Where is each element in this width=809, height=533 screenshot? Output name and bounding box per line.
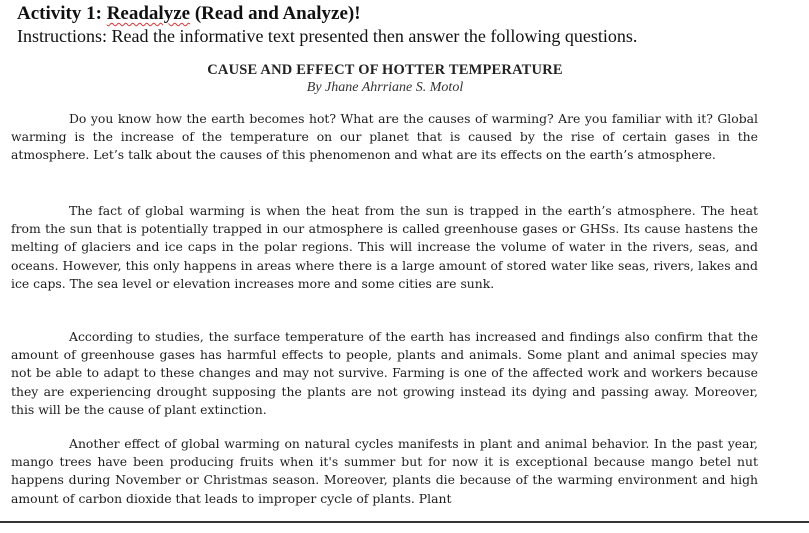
page-bottom-rule: [0, 521, 809, 523]
article-paragraph-4: Another effect of global warming on natural cycles manifests in plant and animal behavior. In the past year, mango trees have been producing fruits when it's summer but for now it is exceptional because mango betel nut happens during November or Christmas season. Moreover, plants die because of the warming environment and high amount of carbon dioxide that leads to improper cycle of plants. Plant: [11, 436, 758, 506]
article-paragraph-3: According to studies, the surface temperature of the earth has increased and findings also confirm that the amount of greenhouse gases has harmful effects to people, plants and animals. Some plant and animal species may not be able to adapt to these changes and may not survive. Farming is one of the affected work and workers because they are experiencing drought supposing the plants are not growing instead its dying and passing away. Moreover, this will be the cause of plant extinction.: [11, 329, 758, 417]
instructions-text: Instructions: Read the informative text presented then answer the following questions.: [17, 26, 638, 46]
article-paragraph-2: The fact of global warming is when the heat from the sun is trapped in the earth’s atmosphere. The heat from the sun that is potentially trapped in our atmosphere is called greenhouse gases or GHSs. Its cause hastens the melting of glaciers and ice caps in the polar regions. This will increase the volume of water in the rivers, seas, and oceans. However, this only happens in areas where there is a large amount of stored water like seas, rivers, lakes and ice caps. The sea level or elevation increases more and some cities are sunk.: [11, 203, 758, 291]
article-title: CAUSE AND EFFECT OF HOTTER TEMPERATURE: [207, 62, 563, 78]
article-author: By Jhane Ahrriane S. Motol: [306, 80, 464, 95]
activity-suffix: (Read and Analyze)!: [190, 3, 361, 24]
activity-heading: [17, 3, 361, 25]
article-paragraph-1: Do you know how the earth becomes hot? What are the causes of warming? Are you familiar with it? Global warming is the increase of the temperature on our planet that is caused by the rise of certain gases in the atmosphere. Let’s talk about the causes of this phenomenon and what are its effects on the earth’s atmosphere.: [11, 111, 758, 163]
misspelled-word[interactable]: Readalyze: [106, 3, 191, 24]
activity-prefix: Activity 1:: [17, 3, 107, 24]
